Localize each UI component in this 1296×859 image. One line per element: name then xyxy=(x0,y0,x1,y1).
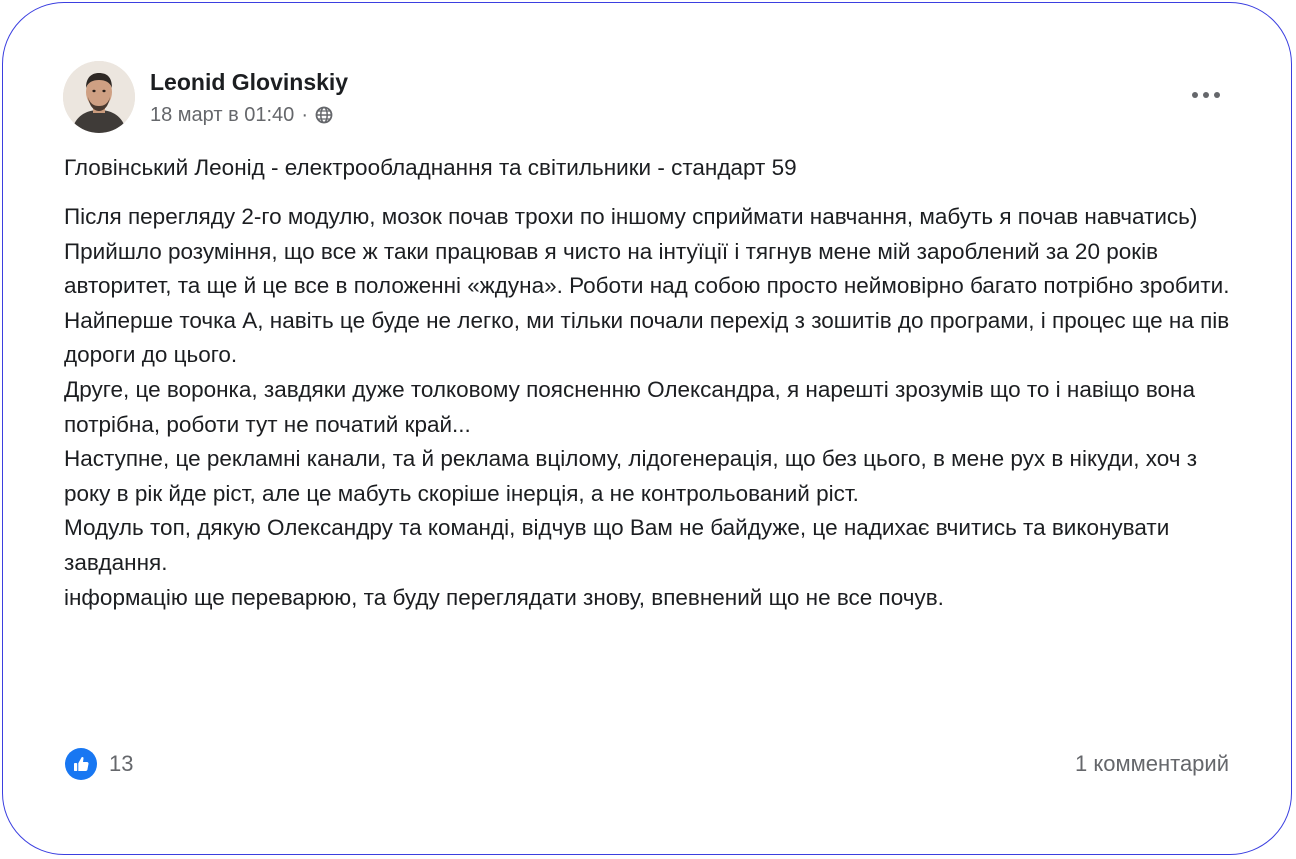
post-paragraph: Модуль топ, дякую Олександру та команді, відчув що Вам не байдуже, це надихає вчитись та виконувати завдання. xyxy=(64,515,1170,575)
reactions-summary[interactable] xyxy=(65,748,133,780)
more-options-button[interactable] xyxy=(1186,83,1226,107)
like-count: 13 xyxy=(109,751,134,776)
post-paragraph: Найперше точка А, навіть це буде не легко, ми тільки почали перехід з зошитів до програми, і процес ще на пів дороги до цього. xyxy=(64,307,1230,368)
meta-separator: · xyxy=(301,104,308,126)
post-date[interactable]: 18 март в 01:40 xyxy=(150,104,295,126)
author-name[interactable]: Leonid Glovinskiy xyxy=(150,69,349,95)
thumbs-up-icon xyxy=(65,748,97,780)
more-horizontal-icon xyxy=(1190,91,1222,99)
comments-link[interactable]: 1 комментарий xyxy=(1075,751,1229,776)
author-block xyxy=(150,67,348,127)
post-title: Гловінський Леонід - електрообладнання та світильники - стандарт 59 xyxy=(64,155,797,180)
post-header xyxy=(63,61,348,133)
post-paragraph: інформацію ще переварюю, та буду переглядати знову, впевнений що не все почув. xyxy=(64,584,944,610)
post-paragraph: Друге, це воронка, завдяки дуже толковому поясненню Олександра, я нарешті зрозумів що то і навіщо вона потрібна, роботи тут не початий край... xyxy=(64,376,1195,437)
post-meta xyxy=(150,103,348,127)
post-paragraph: Наступне, це рекламні канали, та й реклама вцілому, лідогенерація, що без цього, в мене рух в нікуди, хоч з року в рік йде ріст, але це мабуть скоріше інерція, а не контрольований ріст. xyxy=(64,446,1198,506)
avatar-image xyxy=(63,61,135,133)
post-paragraph: Прийшло розуміння, що все ж таки працював я чисто на інтуїції і тягнув мене мій зароблений за 20 років авторитет, та ще й це все в положенні «ждуна». Роботи над собою просто неймовірно багато потрібно зробити. xyxy=(64,238,1230,299)
avatar[interactable] xyxy=(63,61,135,133)
post-card xyxy=(2,2,1292,855)
post-paragraph: Після перегляду 2-го модулю, мозок почав трохи по іншому сприймати навчання, мабуть я почав навчатись) xyxy=(64,204,1198,229)
globe-icon[interactable] xyxy=(314,105,334,125)
post-body xyxy=(64,200,1244,615)
